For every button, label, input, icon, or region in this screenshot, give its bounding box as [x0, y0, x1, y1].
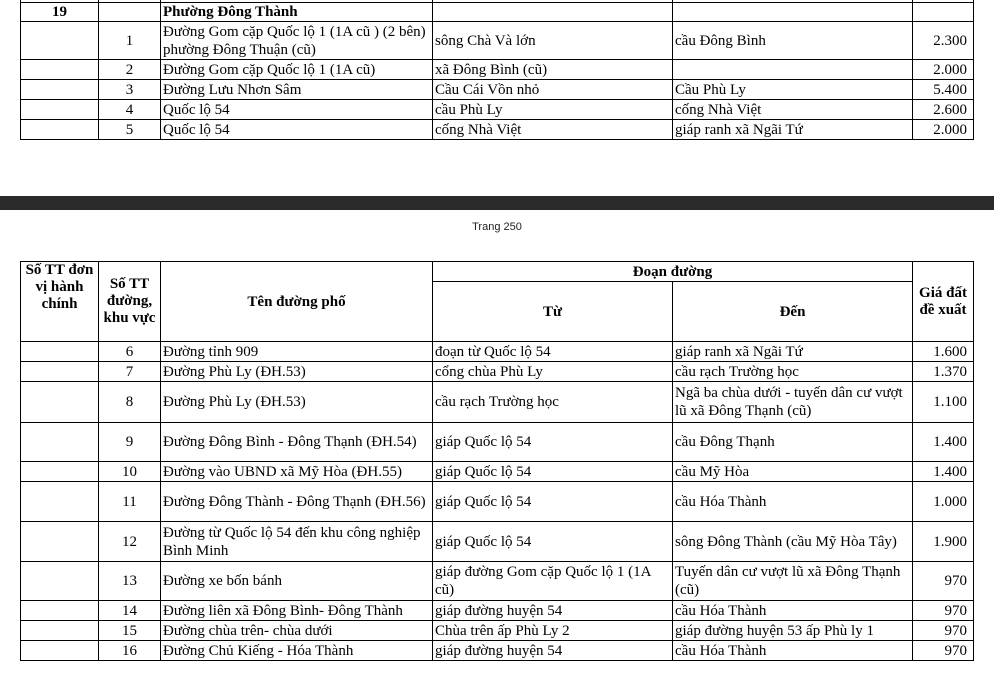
header-segment: Đoạn đường — [433, 262, 913, 282]
admin-unit-cell — [21, 382, 99, 423]
to-cell: cầu Hóa Thành — [673, 601, 913, 621]
table-row — [21, 120, 974, 140]
street-no-cell: 12 — [99, 522, 161, 562]
price-cell: 1.400 — [913, 423, 974, 462]
to-cell: cầu rạch Trường học — [673, 362, 913, 382]
price-cell: 1.400 — [913, 462, 974, 482]
street-no-cell: 13 — [99, 562, 161, 601]
from-cell: sông Chà Và lớn — [433, 22, 673, 60]
from-cell: đoạn từ Quốc lộ 54 — [433, 342, 673, 362]
to-cell — [673, 60, 913, 80]
to-cell: cầu Đông Bình — [673, 22, 913, 60]
admin-unit-cell — [21, 120, 99, 140]
from-cell: giáp Quốc lộ 54 — [433, 423, 673, 462]
price-cell: 970 — [913, 641, 974, 661]
ward-row — [21, 3, 974, 22]
street-name-cell: Quốc lộ 54 — [161, 100, 433, 120]
to-cell: cống Nhà Việt — [673, 100, 913, 120]
street-name-cell: Đường Lưu Nhơn Sâm — [161, 80, 433, 100]
price-cell: 5.400 — [913, 80, 974, 100]
from-cell: Chùa trên ấp Phù Ly 2 — [433, 621, 673, 641]
table-row — [21, 342, 974, 362]
from-cell: giáp đường Gom cặp Quốc lộ 1 (1A cũ) — [433, 562, 673, 601]
price-cell: 1.900 — [913, 522, 974, 562]
header-street-name: Tên đường phố — [161, 262, 433, 342]
to-cell: giáp ranh xã Ngãi Tứ — [673, 120, 913, 140]
price-cell: 970 — [913, 621, 974, 641]
from-cell: cầu Phù Ly — [433, 100, 673, 120]
from-cell: Cầu Cái Vồn nhỏ — [433, 80, 673, 100]
land-price-table — [20, 261, 974, 661]
to-cell: Cầu Phù Ly — [673, 80, 913, 100]
admin-unit-cell — [21, 22, 99, 60]
price-cell: 2.300 — [913, 22, 974, 60]
street-name-cell: Đường chùa trên- chùa dưới — [161, 621, 433, 641]
from-cell: xã Đông Bình (cũ) — [433, 60, 673, 80]
table-row — [21, 423, 974, 462]
table-row — [21, 482, 974, 522]
from-cell: giáp Quốc lộ 54 — [433, 482, 673, 522]
price-cell: 1.100 — [913, 382, 974, 423]
street-no-cell: 3 — [99, 80, 161, 100]
price-cell: 1.600 — [913, 342, 974, 362]
admin-unit-cell — [21, 621, 99, 641]
price-cell: 2.600 — [913, 100, 974, 120]
page-number-label: Trang 250 — [472, 221, 522, 233]
street-name-cell: Đường xe bốn bánh — [161, 562, 433, 601]
street-no-cell: 4 — [99, 100, 161, 120]
to-cell: cầu Hóa Thành — [673, 482, 913, 522]
street-no-cell: 5 — [99, 120, 161, 140]
table-row — [21, 22, 974, 60]
street-name-cell: Đường Đông Thành - Đông Thạnh (ĐH.56) — [161, 482, 433, 522]
to-cell: Ngã ba chùa dưới - tuyến dân cư vượt lũ xã Đông Thạnh (cũ) — [673, 382, 913, 423]
street-name-cell: Đường vào UBND xã Mỹ Hòa (ĐH.55) — [161, 462, 433, 482]
street-name-cell: Quốc lộ 54 — [161, 120, 433, 140]
street-name-cell: Đường tỉnh 909 — [161, 342, 433, 362]
to-cell: sông Đông Thành (cầu Mỹ Hòa Tây) — [673, 522, 913, 562]
admin-unit-cell — [21, 423, 99, 462]
ward-number: 19 — [21, 3, 99, 22]
street-name-cell: Đường Phù Ly (ĐH.53) — [161, 382, 433, 423]
admin-unit-cell — [21, 60, 99, 80]
street-no-cell: 2 — [99, 60, 161, 80]
admin-unit-cell — [21, 80, 99, 100]
admin-unit-cell — [21, 462, 99, 482]
header-to: Đến — [673, 282, 913, 342]
from-cell: cổng chùa Phù Ly — [433, 362, 673, 382]
admin-unit-cell — [21, 482, 99, 522]
header-street-no: Số TT đường, khu vực — [99, 262, 161, 342]
table-row — [21, 60, 974, 80]
price-cell: 1.370 — [913, 362, 974, 382]
price-cell: 2.000 — [913, 60, 974, 80]
street-no-cell: 16 — [99, 641, 161, 661]
street-name-cell: Đường liên xã Đông Bình- Đông Thành — [161, 601, 433, 621]
table-row — [21, 601, 974, 621]
page-break-bar — [0, 196, 994, 210]
street-name-cell: Đường Đông Bình - Đông Thạnh (ĐH.54) — [161, 423, 433, 462]
header-row-1 — [21, 262, 974, 282]
street-name-cell: Đường Phù Ly (ĐH.53) — [161, 362, 433, 382]
page-gap — [0, 150, 994, 196]
to-cell: giáp ranh xã Ngãi Tứ — [673, 342, 913, 362]
to-cell: Tuyến dân cư vượt lũ xã Đông Thạnh (cũ) — [673, 562, 913, 601]
admin-unit-cell — [21, 562, 99, 601]
street-no-cell: 1 — [99, 22, 161, 60]
header-admin-unit: Số TT đơn vị hành chính — [21, 262, 99, 342]
street-no-cell: 9 — [99, 423, 161, 462]
street-no-cell: 7 — [99, 362, 161, 382]
price-cell: 970 — [913, 562, 974, 601]
table-row — [21, 621, 974, 641]
table-row — [21, 100, 974, 120]
to-cell: cầu Mỹ Hòa — [673, 462, 913, 482]
admin-unit-cell — [21, 601, 99, 621]
header-price: Giá đất đề xuất — [913, 262, 974, 342]
from-cell: giáp đường huyện 54 — [433, 601, 673, 621]
from-cell: giáp Quốc lộ 54 — [433, 462, 673, 482]
street-name-cell: Đường Gom cặp Quốc lộ 1 (1A cũ) — [161, 60, 433, 80]
from-cell: cầu rạch Trường học — [433, 382, 673, 423]
from-cell: giáp đường huyện 54 — [433, 641, 673, 661]
admin-unit-cell — [21, 641, 99, 661]
price-cell: 2.000 — [913, 120, 974, 140]
table-row — [21, 462, 974, 482]
table-row — [21, 562, 974, 601]
admin-unit-cell — [21, 100, 99, 120]
admin-unit-cell — [21, 362, 99, 382]
from-cell: giáp Quốc lộ 54 — [433, 522, 673, 562]
street-name-cell: Đường Chủ Kiếng - Hóa Thành — [161, 641, 433, 661]
from-cell: cống Nhà Việt — [433, 120, 673, 140]
table-row — [21, 641, 974, 661]
street-no-cell: 10 — [99, 462, 161, 482]
street-no-cell: 14 — [99, 601, 161, 621]
street-no-cell: 15 — [99, 621, 161, 641]
price-cell: 1.000 — [913, 482, 974, 522]
street-no-cell: 6 — [99, 342, 161, 362]
table-row — [21, 382, 974, 423]
header-from: Từ — [433, 282, 673, 342]
table-row — [21, 362, 974, 382]
admin-unit-cell — [21, 342, 99, 362]
table-row — [21, 522, 974, 562]
street-no-cell: 8 — [99, 382, 161, 423]
ward-name: Phường Đông Thành — [161, 3, 433, 22]
price-cell: 970 — [913, 601, 974, 621]
street-name-cell: Đường từ Quốc lộ 54 đến khu công nghiệp Bình Minh — [161, 522, 433, 562]
top-section-table — [20, 0, 974, 140]
table-row — [21, 80, 974, 100]
street-name-cell: Đường Gom cặp Quốc lộ 1 (1A cũ ) (2 bên) phường Đông Thuận (cũ) — [161, 22, 433, 60]
to-cell: giáp đường huyện 53 ấp Phù ly 1 — [673, 621, 913, 641]
to-cell: cầu Hóa Thành — [673, 641, 913, 661]
street-no-cell: 11 — [99, 482, 161, 522]
admin-unit-cell — [21, 522, 99, 562]
to-cell: cầu Đông Thạnh — [673, 423, 913, 462]
